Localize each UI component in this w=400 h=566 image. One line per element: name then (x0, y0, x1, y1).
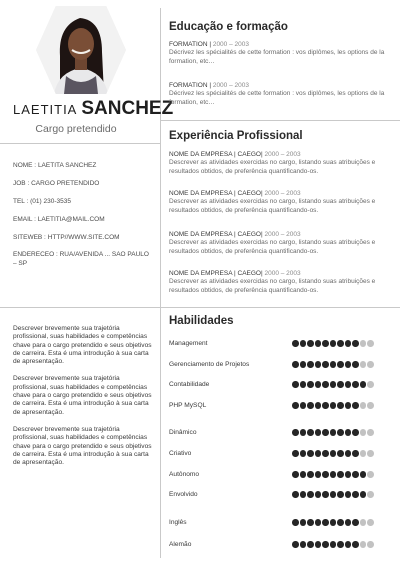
rating-dot-filled (307, 429, 314, 436)
rating-dot-filled (315, 402, 322, 409)
rating-dot-filled (345, 450, 352, 457)
rating-dot-filled (300, 450, 307, 457)
rating-dot-filled (292, 429, 299, 436)
rating-dot-filled (337, 361, 344, 368)
rating-dot-filled (345, 541, 352, 548)
entry-description: Décrivez les spécialités de cette formation : vos diplômes, les options de la formation, etc… (169, 49, 385, 65)
entry-date: 2000 – 2003 (212, 41, 249, 48)
rating-dot-filled (292, 519, 299, 526)
rating-dot-filled (330, 519, 337, 526)
rating-dot-empty (367, 519, 374, 526)
skill-name: Alemão (169, 541, 192, 548)
rating-dot-filled (307, 491, 314, 498)
rating-dot-filled (315, 450, 322, 457)
divider-education (161, 120, 400, 121)
rating-dot-filled (300, 429, 307, 436)
skill-name: Contabilidade (169, 381, 210, 388)
contact-email: EMAIL : LAETITIA@MAIL.COM (13, 215, 105, 223)
job-title: Cargo pretendido (35, 123, 117, 135)
rating-dot-filled (360, 491, 367, 498)
rating-dot-filled (307, 361, 314, 368)
rating-dot-filled (337, 541, 344, 548)
rating-dot-filled (307, 381, 314, 388)
rating-dot-filled (315, 340, 322, 347)
rating-dot-filled (337, 402, 344, 409)
skill-row (169, 518, 374, 528)
entry-date: 2000 – 2003 (212, 82, 249, 89)
entry-date: 2000 – 2003 (264, 231, 301, 238)
skill-row (169, 449, 374, 459)
rating-dot-filled (337, 519, 344, 526)
rating-dot-filled (352, 519, 359, 526)
entry-date: 2000 – 2003 (264, 151, 301, 158)
experience-entry (169, 190, 391, 215)
rating-dot-filled (352, 491, 359, 498)
rating-dot-empty (360, 402, 367, 409)
rating-dot-filled (330, 541, 337, 548)
rating-dot-filled (322, 340, 329, 347)
rating-dot-filled (292, 491, 299, 498)
education-entry (169, 41, 391, 66)
rating-dot-filled (322, 519, 329, 526)
rating-dot-filled (337, 491, 344, 498)
entry-heading: FORMATION | (169, 41, 212, 48)
rating-dot-filled (345, 340, 352, 347)
rating-dot-filled (352, 450, 359, 457)
entry-heading: NOME DA EMPRESA | CAEGO| (169, 190, 263, 197)
summary-paragraph: Descrever brevemente sua trajetória profissional, suas habilidades e competências chave para o cargo pretendido e seus objetivos de carreira. Esta é uma introdução à sua carta de apresentação. (13, 425, 152, 467)
entry-heading: NOME DA EMPRESA | CAEGO| (169, 151, 263, 158)
rating-dot-filled (315, 491, 322, 498)
education-title: Educação e formação (169, 21, 288, 33)
rating-dot-filled (307, 471, 314, 478)
rating-dot-filled (300, 402, 307, 409)
rating-dot-filled (322, 402, 329, 409)
rating-dot-empty (367, 450, 374, 457)
rating-dot-filled (330, 450, 337, 457)
rating-dot-filled (330, 381, 337, 388)
rating-dot-filled (300, 340, 307, 347)
skill-row (169, 490, 374, 500)
rating-dot-filled (337, 429, 344, 436)
rating-dot-empty (360, 340, 367, 347)
skill-name: Envolvido (169, 491, 198, 498)
rating-dot-filled (307, 541, 314, 548)
rating-dot-filled (337, 450, 344, 457)
rating-dot-filled (292, 361, 299, 368)
rating-dot-filled (292, 471, 299, 478)
rating-dot-empty (367, 402, 374, 409)
skill-row (169, 540, 374, 550)
skill-name: Management (169, 340, 208, 347)
rating-dot-filled (360, 471, 367, 478)
rating-dot-filled (292, 402, 299, 409)
entry-heading: FORMATION | (169, 82, 212, 89)
rating-dot-filled (300, 519, 307, 526)
skill-name: Dinâmico (169, 429, 197, 436)
entry-heading: NOME DA EMPRESA | CAEGO| (169, 231, 263, 238)
contact-website: SITEWEB : HTTP//WWW.SITE.COM (13, 233, 120, 241)
entry-date: 2000 – 2003 (264, 270, 301, 277)
skill-row (169, 428, 374, 438)
education-entry (169, 82, 391, 107)
entry-date: 2000 – 2003 (264, 190, 301, 197)
rating-dot-filled (352, 381, 359, 388)
rating-dot-filled (330, 361, 337, 368)
rating-dot-filled (352, 429, 359, 436)
last-name: SANCHEZ (81, 98, 174, 119)
entry-heading: NOME DA EMPRESA | CAEGO| (169, 270, 263, 277)
rating-dot-filled (315, 471, 322, 478)
rating-dot-filled (322, 491, 329, 498)
rating-dot-empty (360, 541, 367, 548)
rating-dot-empty (367, 491, 374, 498)
rating-dot-empty (367, 429, 374, 436)
rating-dot-filled (337, 381, 344, 388)
rating-dot-filled (345, 429, 352, 436)
first-name: LAETITIA (13, 102, 78, 117)
rating-dot-filled (300, 541, 307, 548)
rating-dot-filled (300, 361, 307, 368)
rating-dot-empty (360, 429, 367, 436)
contact-name: NOME : LAETITA SANCHEZ (13, 162, 97, 169)
rating-dot-filled (330, 340, 337, 347)
summary-block (13, 325, 153, 476)
experience-entry (169, 231, 391, 256)
rating-dot-empty (367, 541, 374, 548)
rating-dot-filled (345, 402, 352, 409)
skill-row (169, 380, 374, 390)
profile-photo (36, 6, 126, 94)
rating-dot-filled (322, 450, 329, 457)
rating-dot-filled (307, 340, 314, 347)
experience-title: Experiência Profissional (169, 130, 303, 142)
rating-dot-filled (345, 519, 352, 526)
rating-dot-filled (307, 450, 314, 457)
summary-paragraph: Descrever brevemente sua trajetória profissional, suas habilidades e competências chave para o cargo pretendido e seus objetivos de carreira. Esta é uma introdução à sua carta de apresentação. (13, 375, 152, 416)
rating-dot-filled (322, 381, 329, 388)
candidate-name (13, 99, 173, 118)
rating-dot-filled (315, 381, 322, 388)
rating-dot-filled (292, 340, 299, 347)
rating-dot-filled (352, 402, 359, 409)
rating-dot-filled (292, 381, 299, 388)
entry-description: Descrever as atividades exercidas no cargo, listando suas atribuições e resultados obtidos, de preferência quantificando-os. (169, 198, 376, 214)
rating-dot-filled (307, 519, 314, 526)
skills-title: Habilidades (169, 315, 234, 327)
rating-dot-filled (352, 361, 359, 368)
experience-entry (169, 270, 391, 295)
rating-dot-filled (337, 340, 344, 347)
skill-name: Inglês (169, 519, 187, 526)
rating-dot-filled (300, 471, 307, 478)
skill-row (169, 339, 374, 349)
rating-dot-empty (360, 361, 367, 368)
skill-row (169, 360, 374, 370)
rating-dot-filled (307, 402, 314, 409)
rating-dot-filled (345, 381, 352, 388)
skill-row (169, 470, 374, 480)
divider-name-block (0, 143, 160, 144)
rating-dot-filled (345, 361, 352, 368)
rating-dot-empty (367, 340, 374, 347)
person-portrait-icon (36, 6, 126, 94)
entry-description: Descrever as atividades exercidas no cargo, listando suas atribuições e resultados obtidos, de preferência quantificando-os. (169, 278, 376, 294)
summary-paragraph: Descrever brevemente sua trajetória profissional, suas habilidades e competências chave para o cargo pretendido e seus objetivos de carreira. Esta é uma introdução à sua carta de apresentação. (13, 325, 152, 366)
rating-dot-filled (352, 471, 359, 478)
rating-dot-empty (367, 381, 374, 388)
rating-dot-filled (330, 429, 337, 436)
contact-list (13, 162, 153, 278)
rating-dot-filled (315, 519, 322, 526)
rating-dot-filled (337, 471, 344, 478)
divider-experience (0, 307, 400, 308)
rating-dot-filled (345, 471, 352, 478)
rating-dot-filled (322, 361, 329, 368)
rating-dot-filled (360, 381, 367, 388)
rating-dot-filled (292, 541, 299, 548)
contact-job: JOB : CARGO PRETENDIDO (13, 179, 100, 187)
rating-dot-filled (292, 450, 299, 457)
contact-address: ENDERECEO : RUA/AVENIDA ... SAO PAULO – SP (13, 251, 149, 267)
skill-name: Autônomo (169, 471, 200, 478)
rating-dot-filled (330, 402, 337, 409)
rating-dot-filled (330, 471, 337, 478)
rating-dot-filled (345, 491, 352, 498)
rating-dot-filled (315, 429, 322, 436)
skill-name: Gerenciamento de Projetos (169, 361, 250, 368)
contact-phone: TEL : (01) 230-3535 (13, 197, 71, 205)
rating-dot-filled (330, 491, 337, 498)
skill-name: PHP MySQL (169, 402, 207, 409)
rating-dot-empty (367, 471, 374, 478)
rating-dot-filled (352, 340, 359, 347)
rating-dot-filled (315, 361, 322, 368)
experience-entry (169, 151, 391, 176)
entry-description: Descrever as atividades exercidas no cargo, listando suas atribuições e resultados obtidos, de preferência quantificando-os. (169, 239, 376, 255)
entry-description: Descrever as atividades exercidas no cargo, listando suas atribuições e resultados obtidos, de preferência quantificando-os. (169, 159, 376, 175)
skill-name: Criativo (169, 450, 192, 457)
rating-dot-filled (315, 541, 322, 548)
rating-dot-filled (322, 541, 329, 548)
rating-dot-filled (300, 381, 307, 388)
vertical-divider (160, 8, 161, 558)
rating-dot-empty (367, 361, 374, 368)
rating-dot-filled (322, 429, 329, 436)
rating-dot-filled (352, 541, 359, 548)
rating-dot-empty (360, 450, 367, 457)
rating-dot-filled (300, 491, 307, 498)
skill-row (169, 401, 374, 411)
rating-dot-empty (360, 519, 367, 526)
rating-dot-filled (322, 471, 329, 478)
entry-description: Décrivez les spécialités de cette formation : vos diplômes, les options de la formation, etc… (169, 90, 385, 106)
